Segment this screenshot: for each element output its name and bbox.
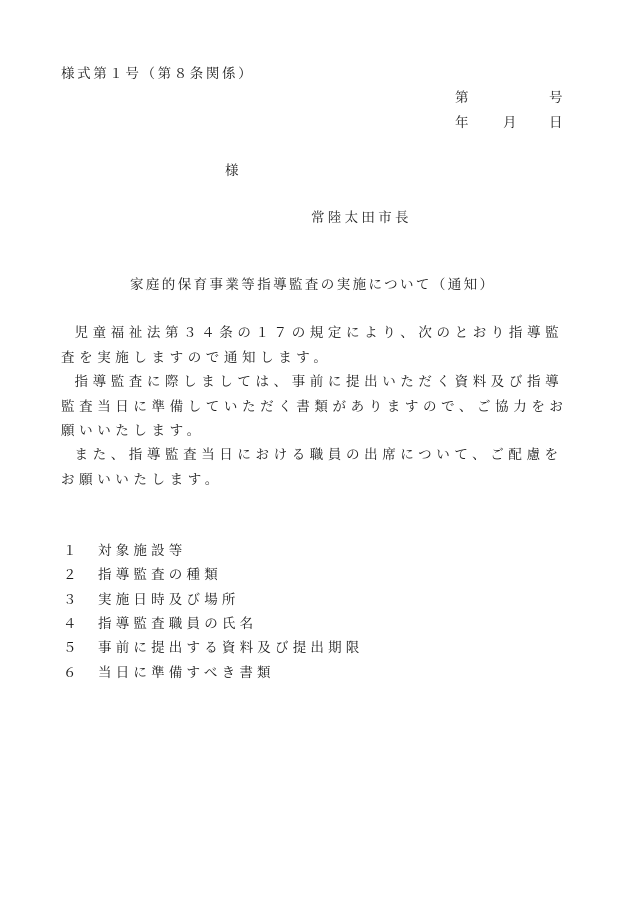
document-number-suffix: 号 (549, 90, 565, 106)
list-item-number: １ (63, 543, 81, 560)
document-title: 家庭的保育事業等指導監査の実施について（通知） (130, 277, 496, 293)
list-item (63, 634, 364, 658)
date-year: 年 (455, 115, 471, 131)
list-item-text: 実施日時及び場所 (98, 591, 240, 608)
addressee-honorific: 様 (225, 163, 241, 179)
body-paragraph: 児童福祉法第３４条の１７の規定により、次のとおり指導監査を実施しますので通知します。 (61, 325, 564, 366)
sender: 常陸太田市長 (311, 210, 412, 226)
list-item (63, 610, 364, 634)
document-number-prefix: 第 (455, 90, 471, 106)
list-item-text: 指導監査職員の氏名 (98, 616, 258, 633)
list-item-text: 当日に準備すべき書類 (98, 664, 275, 681)
list-item-text: 指導監査の種類 (98, 567, 222, 584)
list-item (63, 537, 364, 561)
list-item-number: ４ (63, 616, 81, 633)
item-list (63, 537, 364, 683)
form-label: 様式第１号（第８条関係） (61, 66, 255, 82)
list-item (63, 658, 364, 682)
body-paragraph: また、指導監査当日における職員の出席について、ご配慮をお願いいたします。 (61, 447, 563, 488)
list-item-number: ２ (63, 567, 81, 584)
list-item-number: ６ (63, 664, 81, 681)
list-item (63, 586, 364, 610)
list-item-text: 事前に提出する資料及び提出期限 (98, 640, 364, 657)
date-day: 日 (549, 115, 565, 131)
list-item-number: ３ (63, 591, 81, 608)
body-paragraph: 指導監査に際しましては、事前に提出いただく資料及び指導監査当日に準備していただく書類がありますので、ご協力をお願いいたします。 (61, 374, 568, 439)
list-item-number: ５ (63, 640, 81, 657)
list-item-text: 対象施設等 (98, 543, 187, 560)
list-item (63, 561, 364, 585)
date-month: 月 (503, 115, 519, 131)
